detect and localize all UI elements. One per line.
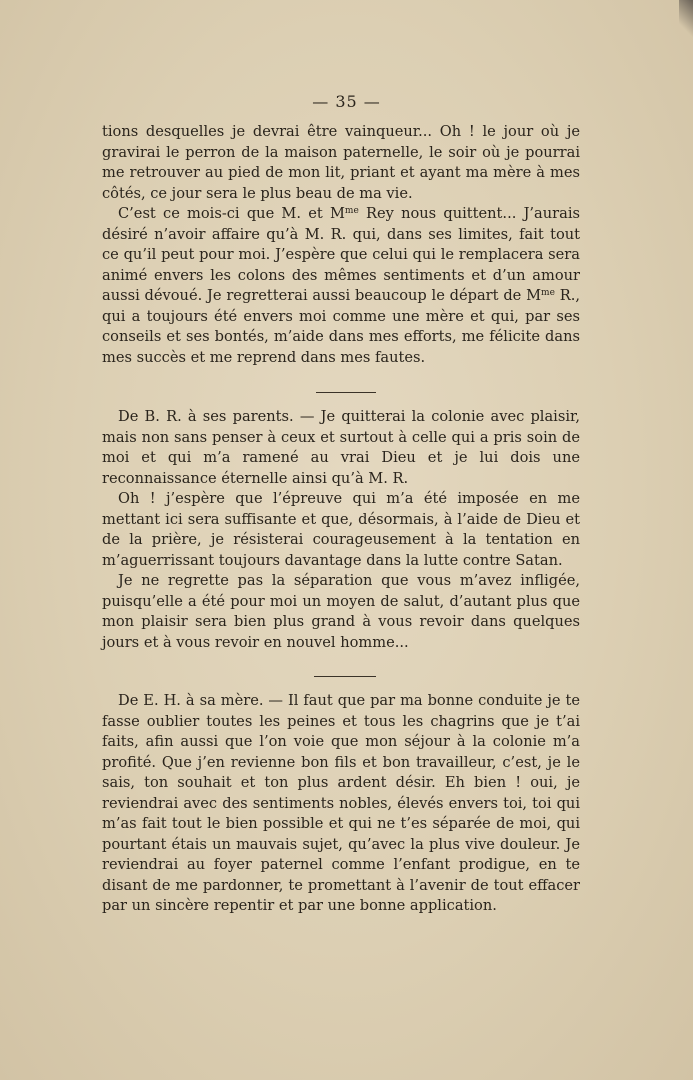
text-run: C’est ce mois-ci que M. et M xyxy=(118,205,345,222)
letter-section-2 xyxy=(102,407,580,653)
paragraph xyxy=(102,204,580,368)
paragraph: De E. H. à sa mère. — Il faut que par ma bonne conduite je te fasse oublier toutes les peines et tous les chagrins que je t’ai faits, afin aussi que l’on voie que mon séjour à la colonie m’a profité. Que j’en revienne bon fils et bon travailleur, c’est, je le sais, ton souhait et ton plus ardent désir. Eh bien ! oui, je reviendrai avec des sentiments nobles, élevés envers toi, toi qui m’as fait tout le bien possible et qui ne t’es séparée de moi, qui pourtant étais un mauvais sujet, qu’avec la plus vive douleur. Je reviendrai au foyer paternel comme l’enfant prodigue, en te disant de me pardonner, te promettant à l’avenir de tout effacer par un sincère repentir et par une bonne application. xyxy=(102,692,580,914)
section-divider xyxy=(314,676,376,677)
letter-section-3 xyxy=(102,691,580,917)
section-divider xyxy=(316,392,376,393)
text-run: Rey nous quittent... J’aurais désiré n’avoir affaire qu’à M. R. qui, dans ses limites, fait tout ce qu’il peut pour moi. J’espère que celui qui le remplacera sera animé envers les colons des mêmes sentiments et d’un amour aussi dévoué. Je regretterai aussi beaucoup le départ de M xyxy=(102,205,580,304)
superscript: me xyxy=(344,206,359,216)
paragraph: Je ne regrette pas la séparation que vous m’avez infligée, puisqu’elle a été pour moi un moyen de salut, d’autant plus que mon plaisir sera bien plus grand à vous revoir dans quelques jours et à vous revoir en nouvel homme... xyxy=(102,572,580,651)
page-corner-shadow xyxy=(679,0,693,40)
page-number: — 35 — xyxy=(312,92,381,111)
paragraph: De B. R. à ses parents. — Je quitterai la colonie avec plaisir, mais non sans penser à ceux et surtout à celle qui a pris soin de moi et qui m’a ramené au vrai Dieu et je lui dois une reconnaissance éternelle ainsi qu’à M. R. xyxy=(102,408,580,487)
paragraph: tions desquelles je devrai être vainqueur... Oh ! le jour où je gravirai le perron de la maison paternelle, le soir où je pourrai me retrouver au pied de mon lit, priant et ayant ma mère à mes côtés, ce jour sera le plus beau de ma vie. xyxy=(102,123,580,202)
superscript: me xyxy=(541,288,555,298)
text-run: R., qui a toujours été envers moi comme une mère et qui, par ses conseils et ses bontés, m’aide dans mes efforts, me félicite dans mes succès et me reprend dans mes fautes. xyxy=(102,287,580,366)
letter-section-1 xyxy=(102,122,580,368)
paragraph: Oh ! j’espère que l’épreuve qui m’a été imposée en me mettant ici sera suffisante et que, désormais, à l’aide de Dieu et de la prière, je résisterai courageusement à la tentation en m’aguerrissant toujours davantage dans la lutte contre Satan. xyxy=(102,490,580,569)
